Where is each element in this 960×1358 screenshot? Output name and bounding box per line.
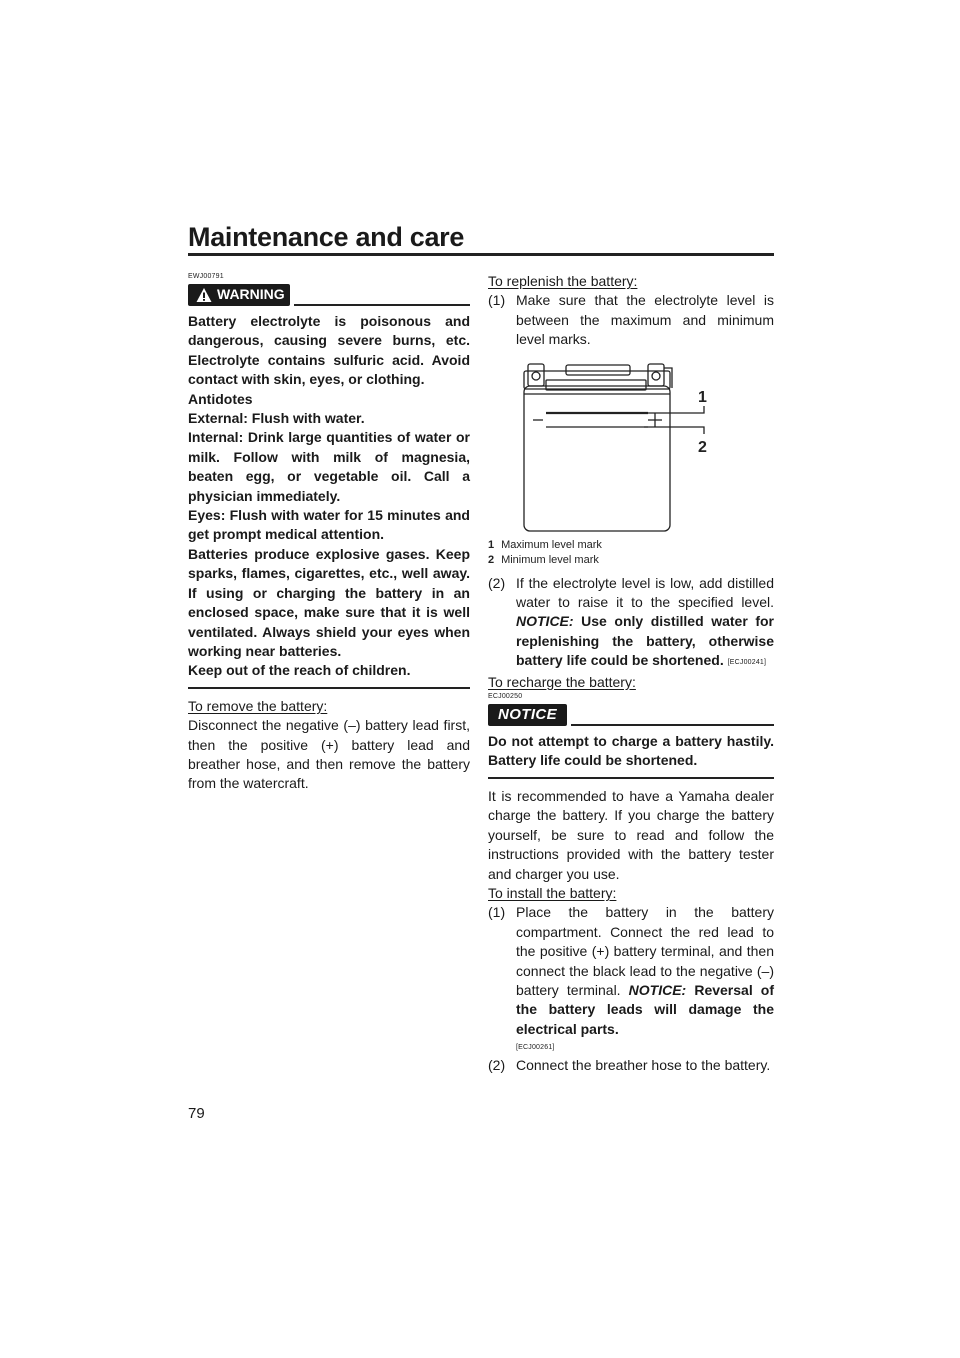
- left-terminal: [528, 364, 544, 386]
- recharge-heading: To recharge the battery:: [488, 673, 636, 690]
- remove-heading: To remove the battery:: [188, 697, 328, 714]
- replenish-steps: [488, 291, 774, 349]
- notice-badge: NOTICE: [488, 704, 567, 726]
- battery-figure: [488, 358, 774, 536]
- notice-lead: NOTICE:: [628, 981, 687, 998]
- step-number: (2): [488, 574, 506, 591]
- page-title: Maintenance and care: [188, 222, 465, 252]
- replenish-steps-continued: [488, 574, 774, 673]
- callout-2: 2: [698, 438, 707, 456]
- legend-item: 2 Minimum level mark: [488, 553, 599, 566]
- step-text: Connect the breather hose to the battery.: [516, 1057, 771, 1074]
- left-column: [188, 272, 470, 794]
- list-item: [488, 1056, 774, 1075]
- battery-body: [524, 386, 670, 531]
- warning-line: Antidotes: [188, 390, 253, 407]
- notice-lead: NOTICE:: [516, 613, 574, 630]
- warning-badge: [188, 284, 290, 306]
- legend-item: 1 Maximum level mark: [488, 538, 602, 551]
- step-number: (1): [488, 292, 506, 309]
- right-terminal: [648, 364, 664, 386]
- warning-line: Batteries produce explosive gases. Keep sparks, flames, cigarettes, etc., well away. If using or charging the battery in an enclosed space, make sure that it is well ventilated. Always shield your eyes when working near batteries.: [188, 545, 470, 659]
- title-rule: [188, 253, 774, 256]
- battery-diagram: [488, 358, 774, 536]
- battery-top-handle: [566, 365, 630, 375]
- notice-body: [488, 732, 774, 771]
- warning-header: [188, 284, 470, 306]
- replenish-heading: To replenish the battery:: [488, 273, 638, 289]
- notice-header-rule: [571, 724, 774, 726]
- list-item: [488, 574, 774, 673]
- page-number: 79: [188, 1105, 205, 1122]
- warning-line: Eyes: Flush with water for 15 minutes and get prompt medical attention.: [188, 507, 470, 543]
- warning-header-rule: [294, 304, 470, 306]
- step-text: Make sure that the electrolyte level is between the maximum and minimum level marks.: [516, 292, 774, 348]
- step-text: Place the battery in the battery compartment. Connect the red lead to the positive (+) battery terminal, and then connect the black lead to the negative (–) battery terminal.: [516, 904, 774, 998]
- remove-text: Disconnect the negative (–) battery lead first, then the positive (+) battery lead and breather hose, and then remove the battery from the watercraft.: [188, 717, 470, 792]
- notice-end-rule: [488, 777, 774, 779]
- step-text: If the electrolyte level is low, add distilled water to raise it to the specified level.: [516, 574, 774, 611]
- notice-code: [ECJ00261]: [516, 1044, 555, 1052]
- step-number: (2): [488, 1057, 506, 1074]
- install-heading: To install the battery:: [488, 884, 617, 901]
- warning-line: External: Flush with water.: [188, 410, 365, 427]
- warning-code: EWJ00791: [188, 273, 224, 280]
- recharge-text: It is recommended to have a Yamaha dealer charge the battery. If you charge the battery yourself, be sure to read and follow the instructions provided with the battery tester and charger you use.: [488, 787, 774, 882]
- leader-2: [644, 427, 704, 434]
- notice-code: ECJ00250: [488, 693, 523, 701]
- notice-text: Use only distilled water for replenishing the battery, otherwise battery life could be shortened.: [516, 613, 775, 669]
- warning-line: Battery electrolyte is poisonous and dangerous, causing severe burns, etc. Electrolyte contains sulfuric acid. Avoid contact with skin, eyes, or clothing.: [188, 313, 470, 388]
- callout-1: 1: [698, 388, 707, 406]
- warning-body: [188, 312, 470, 681]
- warning-line: Internal: Drink large quantities of water or milk. Follow with milk of magnesia, beaten egg, or vegetable oil. Call a physician immediately.: [188, 429, 470, 504]
- figure-legend: [488, 538, 774, 568]
- warning-label: WARNING: [217, 286, 285, 303]
- notice-text: Reversal of the battery leads will damage the electrical parts.: [516, 981, 775, 1037]
- list-item: [488, 291, 774, 349]
- notice-header: [488, 704, 774, 726]
- install-steps: [488, 903, 774, 1075]
- warning-triangle-icon: [196, 287, 212, 303]
- list-item: [488, 903, 774, 1052]
- notice-code: [ECJ00241]: [727, 659, 767, 667]
- warning-line: Keep out of the reach of children.: [188, 662, 411, 679]
- right-terminal-bolt: [652, 372, 660, 380]
- leader-1: [644, 406, 704, 413]
- left-terminal-bolt: [532, 372, 540, 380]
- notice-line: Do not attempt to charge a battery hastily. Battery life could be shortened.: [488, 733, 774, 769]
- right-column: [488, 272, 774, 1076]
- step-number: (1): [488, 904, 506, 921]
- warning-end-rule: [188, 687, 470, 689]
